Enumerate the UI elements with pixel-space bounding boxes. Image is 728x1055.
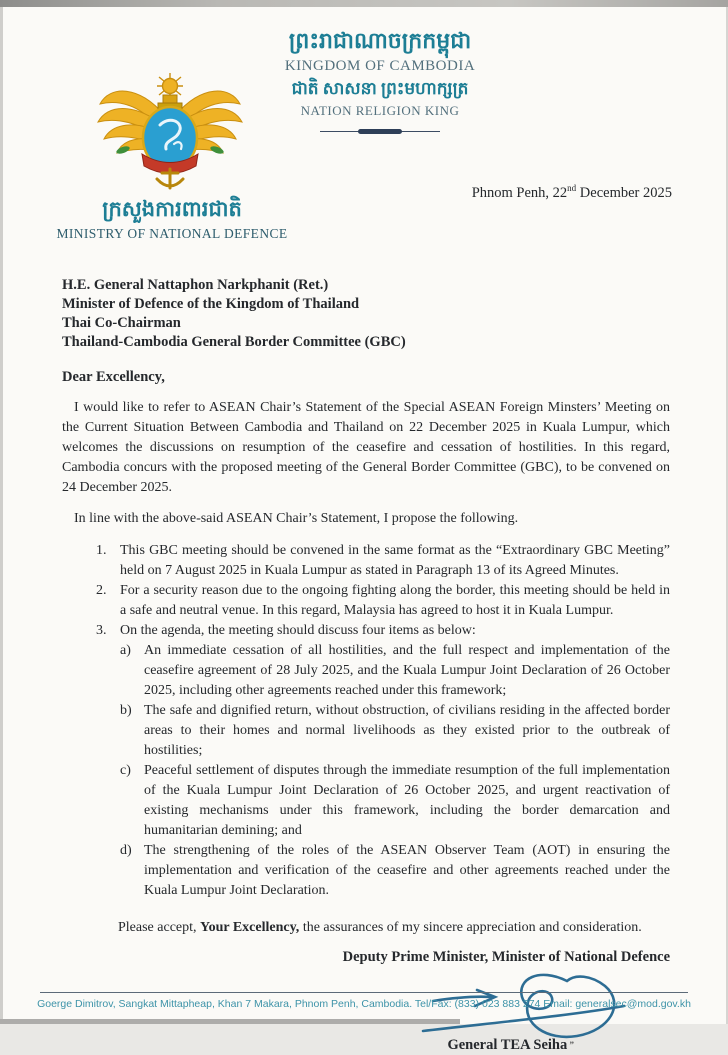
signer-title: Deputy Prime Minister, Minister of National Defence <box>342 949 670 965</box>
sublist-item-marker: a) <box>120 643 131 658</box>
list-item-text: For a security reason due to the ongoing fighting along the border, this meeting should be held in a safe and neutral venue. In this regard, Malaysia has agreed to host it in Kuala Lumpur. <box>120 583 670 618</box>
salutation: Dear Excellency, <box>62 369 165 385</box>
sublist-item-text: The strengthening of the roles of the ASEAN Observer Team (AOT) in ensuring the implementation and verification of the ceasefire and other agreements reached under the Kuala Lumpur Joint Declaration. <box>144 843 670 898</box>
list-item-marker: 1. <box>96 543 107 558</box>
emblem-svg <box>95 70 245 196</box>
dateline-post: December 2025 <box>576 184 672 201</box>
signer-name <box>447 1035 574 1055</box>
agenda-sublist <box>120 641 670 901</box>
sublist-item <box>120 841 670 901</box>
letter-body <box>62 276 670 1055</box>
dateline-ordinal: nd <box>567 183 577 193</box>
list-item-text: On the agenda, the meeting should discuss four items as below: <box>120 623 476 638</box>
sublist-item-marker: c) <box>120 763 131 778</box>
kingdom-title-english: KINGDOM OF CAMBODIA <box>284 58 476 74</box>
sublist-item-text: An immediate cessation of all hostilities, and the full respect and implementation of the ceasefire agreement of 28 July 2025, and the Kuala Lumpur Joint Declaration of 26 October 2025, including other agreements reached under this framework; <box>144 643 670 698</box>
proposal-list <box>96 541 670 901</box>
divider-knot <box>358 129 402 134</box>
sublist-item-text: Peaceful settlement of disputes through the immediate resumption of the full implementation of the Kuala Lumpur Joint Declaration of 26 October 2025, and urgent reactivation of existing mechanisms under this framework, including the border demarcation and humanitarian demining; and <box>144 763 670 838</box>
scan-edge-top <box>0 0 728 7</box>
list-item <box>96 541 670 581</box>
sublist-item <box>120 761 670 841</box>
paragraph-1: I would like to refer to ASEAN Chair’s Statement of the Special ASEAN Foreign Minsters’ Meeting on the Current Situation Between Cambodia and Thailand on 22 December 2025 in Kuala Lumpur, which welcomes the discussions on resumption of the ceasefire and cessation of hostilities. In this regard, Cambodia concurs with the proposed meeting of the General Border Committee (GBC), to be convened on 24 December 2025. <box>62 400 670 495</box>
sublist-item-marker: d) <box>120 843 132 858</box>
recipient-title: Minister of Defence of the Kingdom of Thailand <box>62 296 360 312</box>
signature-zone <box>62 967 670 1055</box>
footer-address: Goerge Dimitrov, Sangkat Mittapheap, Khan 7 Makara, Phnom Penh, Cambodia. Tel/Fax: (833) 023 883 274 Email: generalsec@mod.gov.kh <box>37 998 691 1010</box>
motto-english: NATION RELIGION KING <box>300 103 460 118</box>
recipient-name: H.E. General Nattaphon Narkphanit (Ret.) <box>62 277 329 293</box>
recipient-role: Thai Co-Chairman <box>62 315 181 331</box>
list-item-marker: 3. <box>96 623 107 638</box>
signer-name-text: General TEA Seiha <box>447 1037 568 1053</box>
list-item-marker: 2. <box>96 583 107 598</box>
closing-emphasis: Your Excellency, <box>200 920 300 935</box>
sublist-item <box>120 701 670 761</box>
ministry-of-national-defence-emblem-icon <box>95 70 245 196</box>
paragraph-2: In line with the above-said ASEAN Chair’s Statement, I propose the following. <box>74 511 519 526</box>
ministry-title-block <box>38 196 306 243</box>
list-item-text: This GBC meeting should be convened in the same format as the “Extraordinary GBC Meeting” held on 7 August 2025 in Kuala Lumpur as stated in Paragraph 13 of its Agreed Minutes. <box>120 543 670 578</box>
sublist-item <box>120 641 670 701</box>
decorative-divider <box>320 129 440 135</box>
ministry-title-english: MINISTRY OF NATIONAL DEFENCE <box>56 226 288 241</box>
dateline-pre: Phnom Penh, 22 <box>471 184 568 201</box>
sublist-item-marker: b) <box>120 703 132 718</box>
closing-pre: Please accept, <box>118 920 201 935</box>
kingdom-title-khmer: ព្រះរាជាណាចក្រកម្ពុជា <box>288 28 472 53</box>
ministry-title-khmer: ក្រសួងការពារជាតិ <box>102 197 242 221</box>
list-item <box>96 581 670 621</box>
sublist-item-text: The safe and dignified return, without obstruction, of civilians residing in the affected border areas to their homes and normal livelihoods as they existed prior to the outbreak of hostilities; <box>144 703 670 758</box>
motto-khmer: ជាតិ សាសនា ព្រះមហាក្សត្រ <box>291 79 469 98</box>
footer-rule <box>40 992 688 993</box>
dateline <box>472 183 672 202</box>
list-item <box>96 621 670 641</box>
signature-mark: ” <box>567 1040 574 1050</box>
scan-edge-left <box>0 7 3 1024</box>
closing-line <box>62 918 670 938</box>
recipient-block <box>62 276 670 352</box>
recipient-committee: Thailand-Cambodia General Border Committee (GBC) <box>62 334 406 350</box>
closing-post: the assurances of my sincere appreciation and consideration. <box>299 920 642 935</box>
